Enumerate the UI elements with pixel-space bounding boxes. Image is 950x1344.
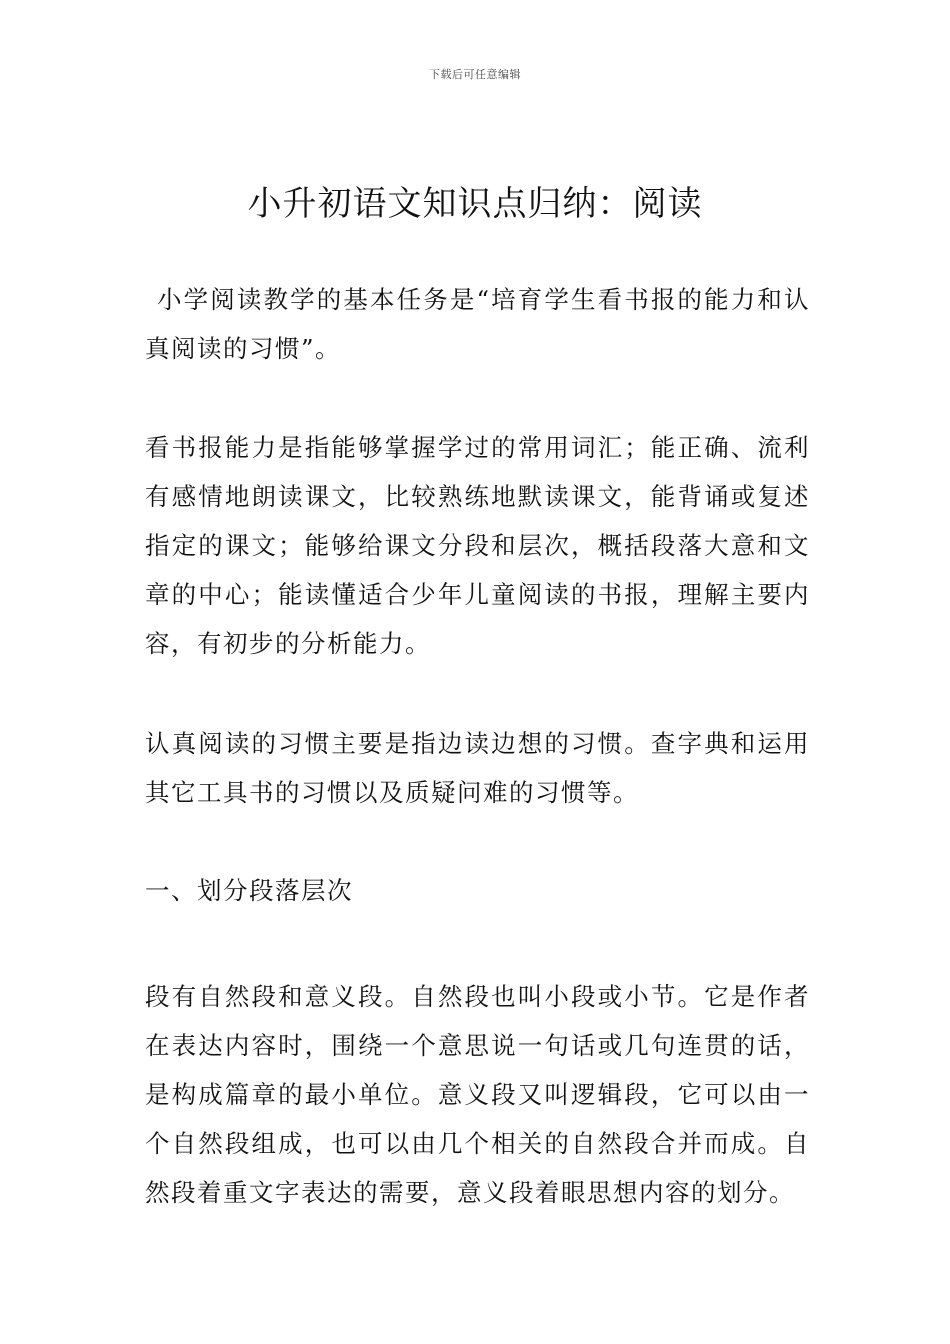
paragraph-intro: 小学阅读教学的基本任务是“培育学生看书报的能力和认真阅读的习惯”。: [145, 285, 810, 363]
document-title: 小升初语文知识点归纳：阅读: [247, 184, 703, 224]
header-note: 下载后可任意编辑: [429, 68, 521, 81]
paragraph-reading-ability: 看书报能力是指能够掌握学过的常用词汇；能正确、流利有感情地朗读课文，比较熟练地默读课文，能背诵或复述指定的课文；能够给课文分段和层次，概括段落大意和文章的中心；能读懂适合少年儿童阅读的书报，理解主要内容，有初步的分析能力。: [145, 433, 810, 658]
paragraph-segments: 段有自然段和意义段。自然段也叫小段或小节。它是作者在表达内容时，围绕一个意思说一句话或几句连贯的话，是构成篇章的最小单位。意义段又叫逻辑段，它可以由一个自然段组成，也可以由几个相关的自然段合并而成。自然段着重文字表达的需要，意义段着眼思想内容的划分。: [145, 982, 810, 1207]
section-heading: 一、划分段落层次: [145, 876, 353, 905]
paragraph-reading-habit: 认真阅读的习惯主要是指边读边想的习惯。查字典和运用其它工具书的习惯以及质疑问难的习惯等。: [145, 729, 810, 807]
